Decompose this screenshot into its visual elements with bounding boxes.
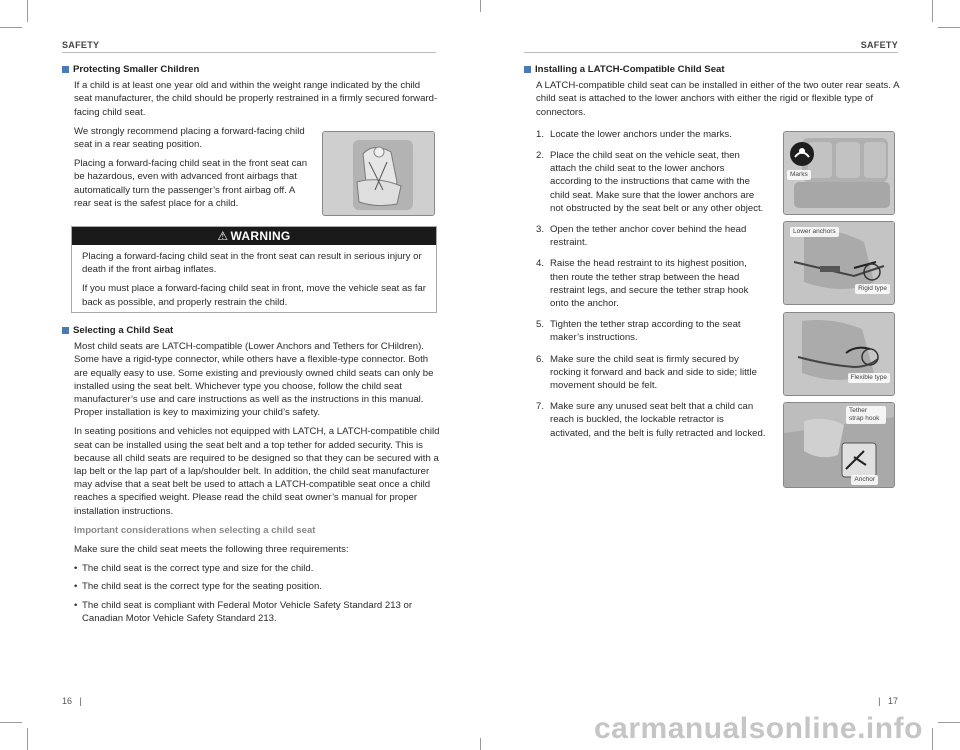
figure-label-lower-anchors: Lower anchors <box>790 227 839 237</box>
step-text: Place the child seat on the vehicle seat, then attach the child seat to the lower anchors according to the instructions that came with the child seat. Make sure that the lower anchors are not obstructed by the seat belt or any other object. <box>550 150 764 214</box>
list-item: • The child seat is compliant with Federal Motor Vehicle Safety Standard 213 or Canadian Motor Vehicle Safety Standard 213. <box>74 599 440 625</box>
figure-label-rigid-type: Rigid type <box>855 284 890 294</box>
list-item <box>536 128 766 141</box>
paragraph: If a child is at least one year old and within the weight range indicated by the child seat manufacturer, the child should be properly restrained in a firmly secured forward-facing child seat. <box>74 80 438 118</box>
list-item: • The child seat is the correct type for the seating position. <box>74 580 440 593</box>
step-number: 4. <box>536 258 545 270</box>
list-item <box>536 149 766 215</box>
step-text: Tighten the tether strap according to the seat maker’s instructions. <box>550 319 741 344</box>
section-title-text: Installing a LATCH-Compatible Child Seat <box>535 64 725 75</box>
requirements-list <box>74 562 440 625</box>
figure-label-marks: Marks <box>787 170 811 180</box>
step-number: 1. <box>536 128 545 140</box>
square-bullet-icon <box>62 327 69 334</box>
figure-label-anchor: Anchor <box>851 475 878 485</box>
page-number: 17 <box>887 696 898 706</box>
warning-text: Placing a forward-facing child seat in the front seat can result in serious injury or death if the front airbag inflates. <box>82 251 422 276</box>
square-bullet-icon <box>524 66 531 73</box>
square-bullet-icon <box>62 66 69 73</box>
step-text: Make sure the child seat is firmly secured by rocking it forward and back and side to side; little movement should be felt. <box>550 353 757 392</box>
step-number: 2. <box>536 150 545 162</box>
list-item <box>536 223 766 249</box>
tether-anchor-figure <box>783 402 895 488</box>
paragraph: Placing a forward-facing child seat in the front seat can be hazardous, even with advanced front airbags that automatically turn the passenger’s front airbag off. A rear seat is the safest place for a child. <box>74 158 308 209</box>
step-text: Make sure any unused seat belt that a child can reach is buckled, the lockable retractor is activated, and the belt is fully retracted and locked. <box>550 401 766 439</box>
page-header: SAFETY <box>860 40 898 50</box>
warning-bar <box>72 227 436 245</box>
paragraph: Most child seats are LATCH-compatible (Lower Anchors and Tethers for CHildren). Some have a rigid-type connector, while others have a flexible-type connector. Both are equally easy to use. Some existing and previously owned child seats can only be installed using the seat belt. Whichever type you choose, follow the child seat manufacturer’s use and care instructions as well as the instructions in this manual. Proper installation is key to maximizing your child’s safety. <box>74 341 434 419</box>
warning-label: WARNING <box>230 229 291 243</box>
section-title-text: Protecting Smaller Children <box>73 64 200 75</box>
paragraph: We strongly recommend placing a forward-facing child seat in a rear seating position. <box>74 125 305 151</box>
warning-triangle-icon: ⚠ <box>217 229 229 243</box>
section-title-text: Selecting a Child Seat <box>73 325 174 336</box>
list-item <box>536 400 766 440</box>
child-seat-image <box>323 132 434 215</box>
watermark: carmanualsonline.info <box>594 712 923 745</box>
step-number: 5. <box>536 319 545 331</box>
page-footer <box>878 696 898 706</box>
section-title <box>62 324 440 337</box>
section-title <box>524 63 900 76</box>
warning-box <box>71 226 437 313</box>
header-rule <box>524 52 898 53</box>
step-number: 7. <box>536 401 545 413</box>
step-text: Locate the lower anchors under the marks. <box>550 128 732 140</box>
paragraph: Make sure the child seat meets the following three requirements: <box>74 544 349 556</box>
paragraph: A LATCH-compatible child seat can be installed in either of the two outer rear seats. A child seat is attached to the lower anchors with either the rigid or flexible type of connectors. <box>536 80 899 118</box>
step-number: 6. <box>536 353 545 365</box>
page-footer <box>62 696 82 706</box>
warning-body <box>72 245 436 317</box>
step-number: 3. <box>536 224 545 236</box>
step-text: Raise the head restraint to its highest position, then route the tether strap between the head restraint legs, and secure the tether strap hook onto the anchor. <box>550 258 749 310</box>
rigid-connector-figure <box>783 221 895 305</box>
lower-anchor-marks-figure <box>783 131 895 215</box>
section-body <box>62 340 440 625</box>
list-item <box>536 353 766 393</box>
list-item <box>536 318 766 344</box>
flexible-connector-figure <box>783 312 895 396</box>
steps-list <box>536 128 766 440</box>
list-item: • The child seat is the correct type and size for the child. <box>74 562 440 575</box>
list-item <box>536 257 766 310</box>
header-rule <box>62 52 436 53</box>
footer-separator: | <box>878 696 886 706</box>
forward-facing-seat-illustration <box>322 131 435 216</box>
step-text: Open the tether anchor cover behind the head restraint. <box>550 224 747 249</box>
figure-label-flexible-type: Flexible type <box>848 373 891 383</box>
page-number: 16 <box>62 696 73 706</box>
subheading: Important considerations when selecting a child seat <box>74 524 316 536</box>
footer-separator: | <box>74 696 82 706</box>
right-page <box>480 0 960 750</box>
figure-label-tether-strap-hook: Tether strap hook <box>846 406 886 424</box>
warning-text: If you must place a forward-facing child seat in front, move the vehicle seat as far back as possible, and properly restrain the child. <box>82 283 426 308</box>
section-selecting <box>62 324 440 630</box>
text-column <box>74 125 309 210</box>
page-header: SAFETY <box>62 40 100 50</box>
section-title <box>62 63 438 76</box>
paragraph: In seating positions and vehicles not equipped with LATCH, a LATCH-compatible child seat can be installed using the seat belt and a top tether for added security. This is because all child seats are required to be designed so that they can be secured with a lap belt or the lap part of a lap/shoulder belt. In addition, the child seat manufacturer may advise that a seat belt be used to attach a LATCH-compatible seat once a child reaches a specified weight. Please read the child seat owner’s manual for proper installation instructions. <box>74 426 440 517</box>
